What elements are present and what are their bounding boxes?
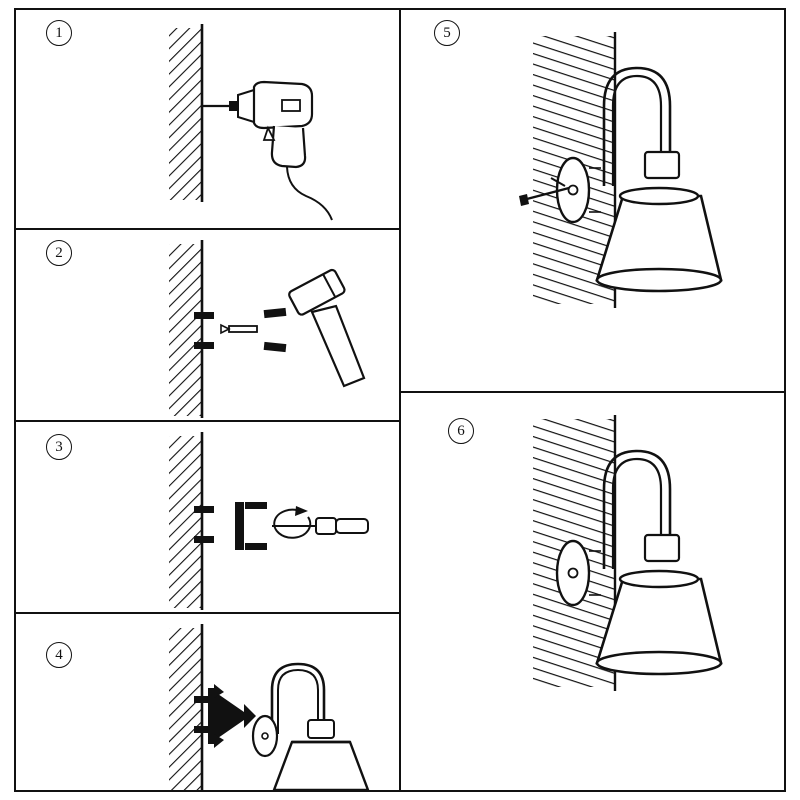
screw-into-anchor-illustration (16, 422, 399, 612)
mount-bracket-lamp-illustration (16, 614, 399, 790)
hammer-anchor-illustration (16, 230, 399, 420)
step-number-6: 6 (448, 418, 474, 444)
frame-border-right (784, 8, 786, 792)
tighten-set-screw-illustration (401, 10, 784, 391)
step-number-5: 5 (434, 20, 460, 46)
step-number-3: 3 (46, 434, 72, 460)
panel-step-1 (16, 10, 399, 228)
finished-lamp-illustration (401, 393, 784, 790)
panel-step-2 (16, 230, 399, 420)
panel-step-3 (16, 422, 399, 612)
panel-step-5 (401, 10, 784, 391)
panel-step-6 (401, 393, 784, 790)
step-number-1: 1 (46, 20, 72, 46)
drill-into-wall-illustration (16, 10, 399, 228)
step-number-4: 4 (46, 642, 72, 668)
panel-step-4 (16, 614, 399, 790)
step-number-2: 2 (46, 240, 72, 266)
